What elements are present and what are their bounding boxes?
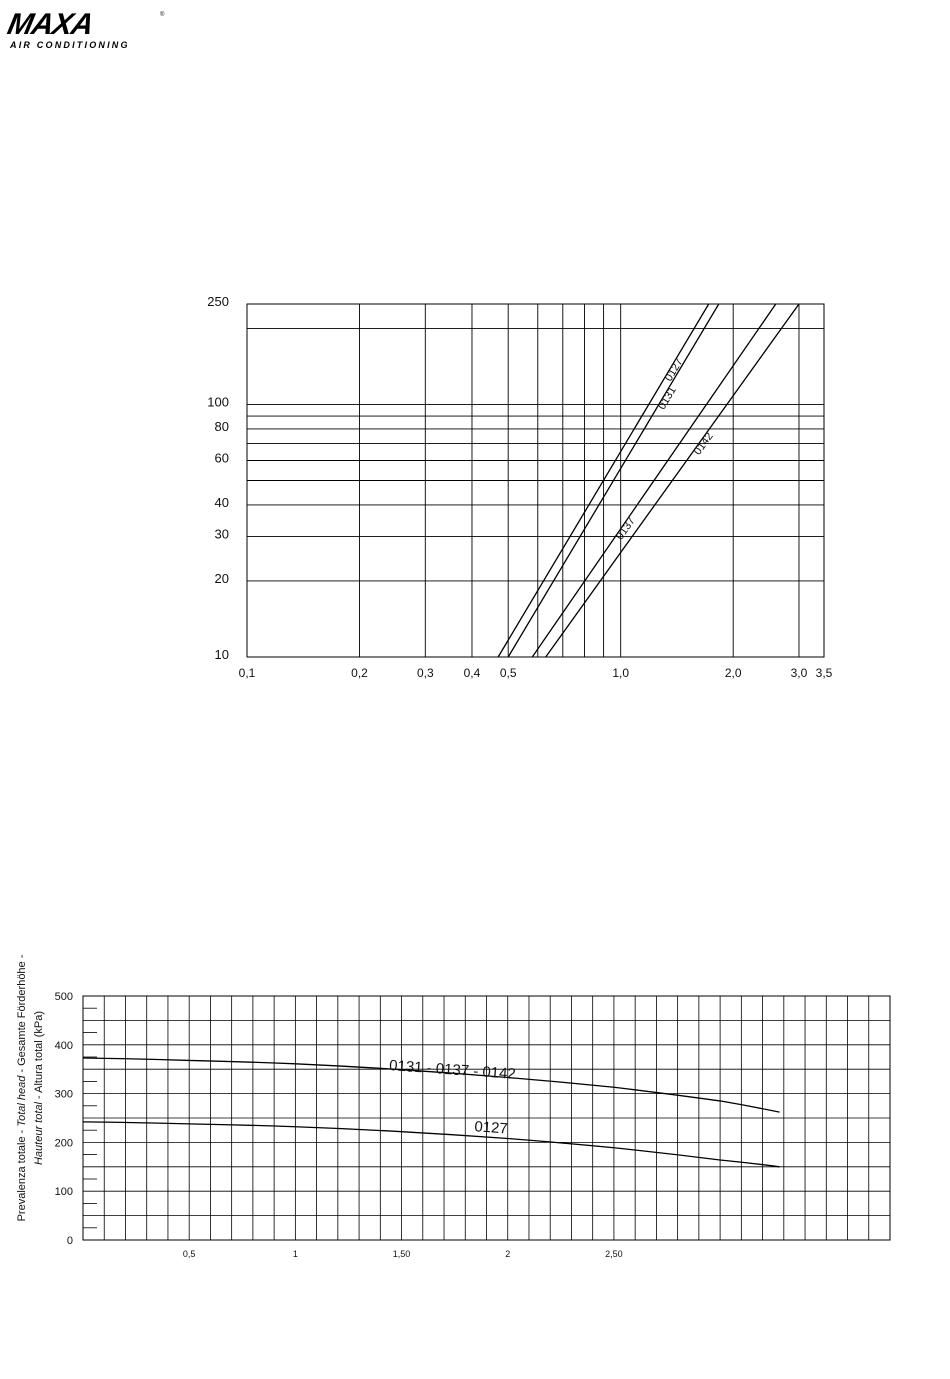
series-label-0142: 0142 (691, 430, 716, 458)
y-axis-label-line2-part: Hauteur total (33, 1102, 45, 1166)
x-tick-label: 1,50 (392, 1249, 411, 1259)
y-tick-label: 400 (54, 1039, 73, 1052)
y-tick-label: 500 (54, 991, 73, 1003)
x-tick-label: 0,2 (351, 666, 368, 680)
y-tick-label: 250 (207, 294, 229, 309)
curve-0127 (83, 1122, 780, 1167)
y-tick-label: 80 (214, 418, 229, 434)
x-tick-label: 0,5 (499, 666, 517, 680)
y-tick-label: 20 (214, 570, 229, 586)
y-tick-label: 30 (214, 526, 229, 542)
x-tick-label: 3,0 (790, 666, 808, 680)
series-label-0127: 0127 (662, 356, 686, 384)
y-tick-label: 10 (214, 647, 229, 662)
y-tick-label: 200 (54, 1137, 73, 1150)
y-tick-label: 100 (207, 394, 229, 410)
y-axis-label-line1-part: Total head (16, 1075, 28, 1127)
y-tick-label: 40 (214, 494, 229, 510)
x-tick-label: 3,5 (815, 666, 833, 680)
y-axis-label-line2-part: - Altura total (kPa) (33, 1010, 45, 1103)
x-tick-label: 1 (292, 1249, 298, 1259)
x-tick-label: 2 (505, 1249, 511, 1259)
curve-label: 0131 - 0137 - 0142 (388, 1057, 517, 1083)
y-axis-label-line1 (16, 954, 28, 1221)
y-tick-label: 0 (66, 1235, 73, 1247)
x-tick-label: 2,50 (605, 1249, 623, 1259)
logo-tagline: AIR CONDITIONING (10, 40, 130, 50)
y-tick-label: 300 (54, 1088, 73, 1101)
x-tick-label: 2,0 (724, 666, 742, 680)
y-axis-label-line1-part: - Gesamte Förderhöhe - (16, 954, 28, 1076)
x-tick-label: 1,0 (612, 666, 630, 680)
x-tick-label: 0,5 (182, 1249, 196, 1259)
curve-label: 0127 (473, 1118, 509, 1138)
x-tick-label: 0,3 (416, 666, 434, 680)
logo-registered-mark: ® (160, 12, 165, 18)
logo-wordmark: MAXA (4, 8, 96, 41)
y-tick-label: 100 (54, 1186, 73, 1199)
x-tick-label: 0,1 (238, 666, 256, 680)
series-label-0131: 0131 (656, 384, 679, 412)
y-tick-label: 60 (214, 450, 229, 466)
y-axis-label-line2 (33, 1011, 45, 1165)
series-label-0137: 0137 (614, 515, 638, 543)
y-axis-label-line1-part: Prevalenza totale - (16, 1126, 28, 1222)
x-tick-label: 0,4 (463, 666, 481, 680)
